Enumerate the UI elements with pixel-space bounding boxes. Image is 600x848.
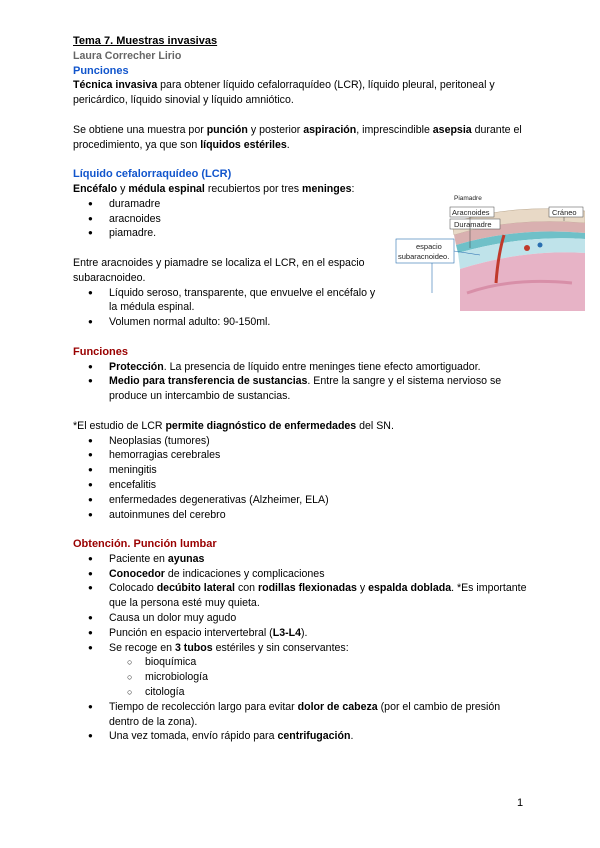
author-name: Laura Correcher Lirio: [73, 49, 182, 62]
paragraph-meninges-intro: Encéfalo y médula espinal recubiertos por tres meninges:: [73, 182, 355, 195]
label-subaracnoideo: subaracnoideo.: [398, 252, 450, 261]
list-item: ● encefalitis: [73, 478, 533, 493]
list-item: ● enfermedades degenerativas (Alzheimer, ELA): [73, 493, 533, 508]
csf-properties-list: [73, 286, 383, 330]
label-espacio: espacio: [416, 242, 442, 251]
document-title: Tema 7. Muestras invasivas: [73, 35, 218, 47]
list-item: ● Tiempo de recolección largo para evitar dolor de cabeza (por el cambio de presión dentro de la zona).: [73, 700, 533, 730]
list-item: ● aracnoides: [73, 212, 533, 227]
list-item: ● hemorragias cerebrales: [73, 448, 533, 463]
list-item: ● piamadre.: [73, 226, 533, 241]
list-item: ● duramadre: [73, 197, 533, 212]
paragraph-sample-procedure: Se obtiene una muestra por punción y posterior aspiración, imprescindible asepsia durante el procedimiento, ya que son líquidos estériles.: [73, 123, 522, 151]
label-craneo: Cráneo: [552, 208, 577, 217]
paragraph-subarachnoid: Entre aracnoides y piamadre se localiza el LCR, en el espacio subaracnoideo.: [73, 256, 365, 284]
list-item: ● Punción en espacio intervertebral (L3-L4).: [73, 626, 533, 641]
label-aracnoides: Aracnoides: [452, 208, 490, 217]
list-item: ● Una vez tomada, envío rápido para centrifugación.: [73, 729, 533, 744]
section-heading-punciones: Punciones: [73, 64, 129, 77]
list-item: ● Causa un dolor muy agudo: [73, 611, 533, 626]
list-item: ● Colocado decúbito lateral con rodillas flexionadas y espalda doblada. *Es importante que la persona esté muy quieta.: [73, 581, 533, 611]
list-item: ○ citología: [73, 685, 533, 700]
list-item: ○ microbiología: [73, 670, 533, 685]
section-heading-funciones: Funciones: [73, 345, 129, 358]
list-item: ● Se recoge en 3 tubos estériles y sin conservantes: ○ bioquímica ○ microbiología ○ citología: [73, 641, 533, 700]
list-item: ● Volumen normal adulto: 90-150ml.: [73, 315, 383, 330]
functions-list: [73, 360, 533, 404]
document-body: [73, 34, 533, 744]
label-duramadre: Duramadre: [454, 220, 492, 229]
list-item: ● meningitis: [73, 463, 533, 478]
label-piamadre: Piamadre: [454, 195, 482, 202]
section-heading-obtencion: Obtención. Punción lumbar: [73, 538, 217, 551]
lumbar-puncture-list: [73, 552, 533, 744]
section-heading-lcr: Líquido cefalorraquídeo (LCR): [73, 168, 232, 181]
paragraph-diagnostic: *El estudio de LCR permite diagnóstico de enfermedades del SN.: [73, 419, 394, 432]
list-item: ● Protección. La presencia de líquido entre meninges tiene efecto amortiguador.: [73, 360, 533, 375]
list-item: ○ bioquímica: [73, 655, 533, 670]
list-item: ● Conocedor de indicaciones y complicaciones: [73, 567, 533, 582]
list-item: ● autoinmunes del cerebro: [73, 508, 533, 523]
list-item: ● Paciente en ayunas: [73, 552, 533, 567]
paragraph-invasive-technique: Técnica invasiva para obtener líquido cefalorraquídeo (LCR), líquido pleural, peritoneal y pericárdico, líquido sinovial y líquido amniótico.: [73, 79, 495, 107]
list-item: ● Neoplasias (tumores): [73, 434, 533, 449]
diseases-list: [73, 434, 533, 523]
list-item: ● Líquido seroso, transparente, que envuelve el encéfalo y la médula espinal.: [73, 286, 383, 316]
meninges-illustration: [392, 193, 585, 311]
list-item: ● Medio para transferencia de sustancias. Entre la sangre y el sistema nervioso se produce un intercambio de sustancias.: [73, 374, 533, 404]
page-number: 1: [517, 797, 524, 809]
tubes-sublist: [73, 655, 533, 699]
